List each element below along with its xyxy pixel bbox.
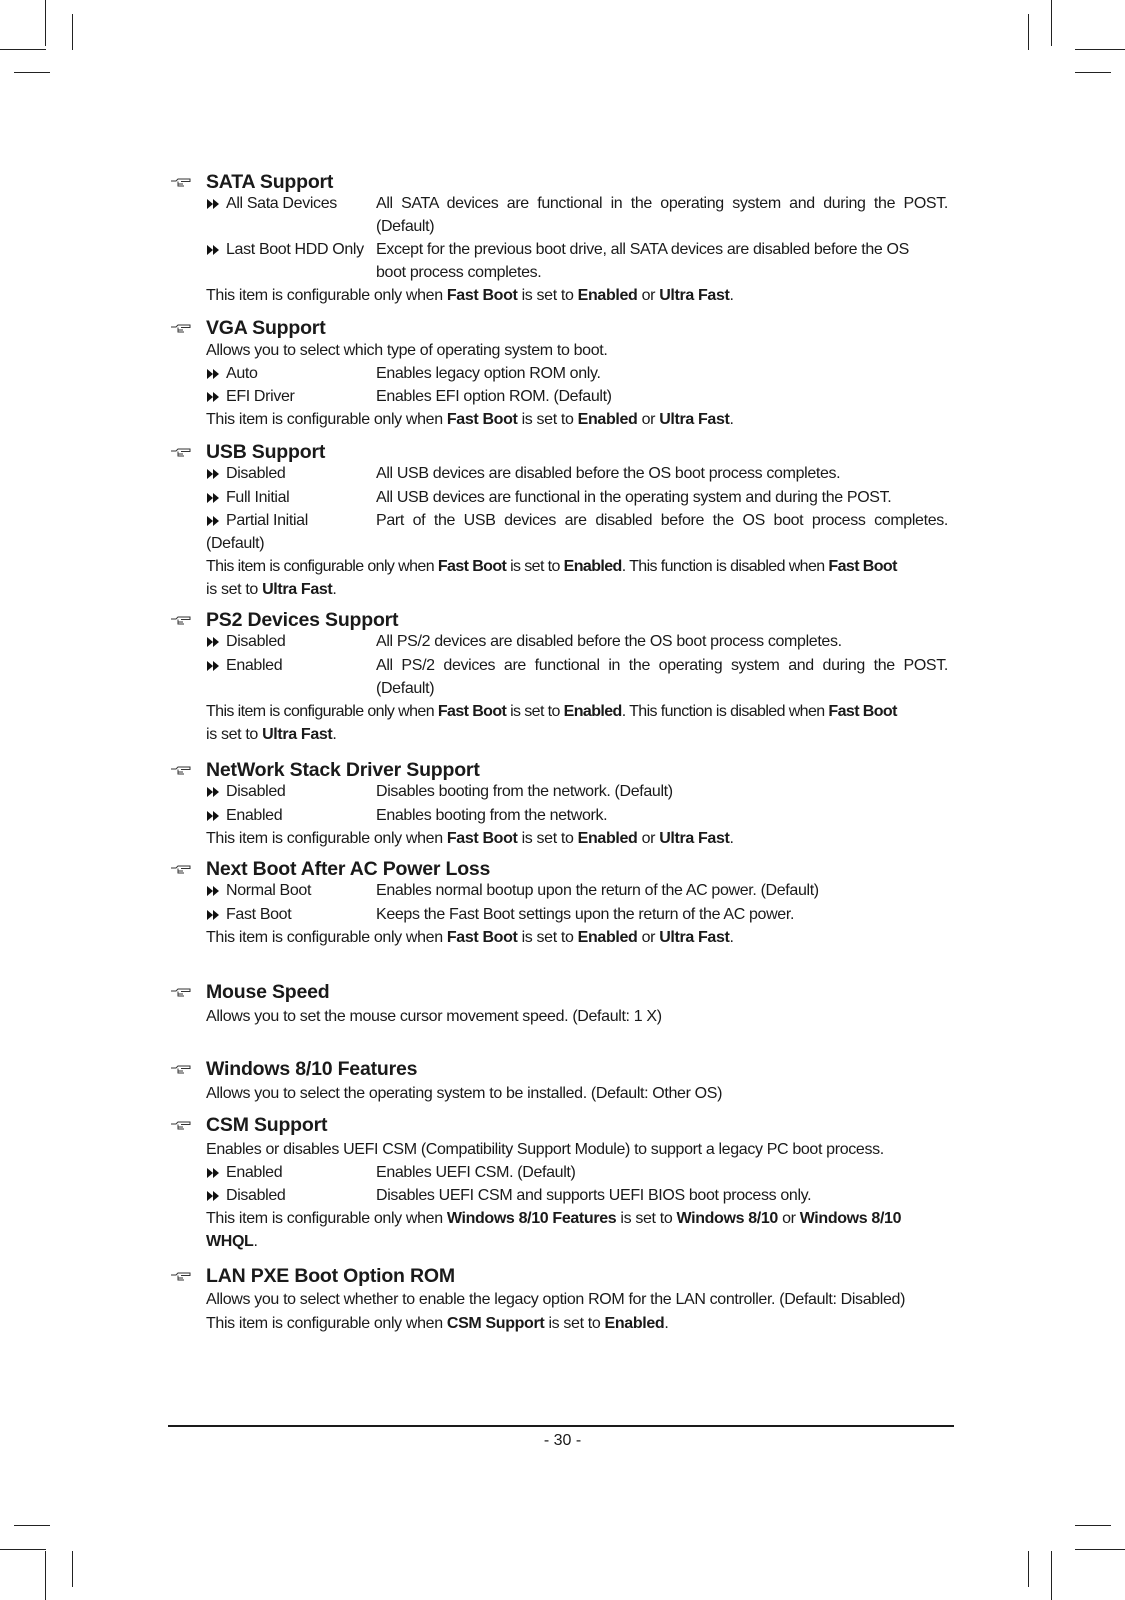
option-description: Enables EFI option ROM. (Default)	[376, 388, 612, 405]
note-text: This item is configurable only when	[206, 287, 447, 304]
option-description: Disables UEFI CSM and supports UEFI BIOS boot process only.	[376, 1187, 812, 1204]
pointing-hand-icon	[170, 177, 192, 189]
note-text: .	[664, 1315, 669, 1332]
note-text: This item is configurable only when	[206, 1315, 447, 1332]
note-bold: Enabled	[563, 558, 622, 575]
note-text: . This function is disabled when	[621, 703, 829, 720]
note-bold: Ultra Fast	[659, 411, 730, 428]
config-note-continued	[206, 1230, 258, 1253]
double-arrow-icon	[206, 879, 222, 902]
note-bold: Ultra Fast	[659, 287, 730, 304]
note-bold: Fast Boot	[437, 558, 507, 575]
config-note	[206, 408, 734, 431]
note-text: or	[637, 287, 660, 304]
note-text: or	[637, 929, 660, 946]
option-description: Part of the USB devices are disabled before the OS boot process completes.	[376, 512, 948, 529]
note-text: This item is configurable only when	[206, 703, 438, 720]
note-text: .	[332, 726, 337, 743]
option-name: Auto	[226, 365, 258, 382]
double-arrow-icon	[206, 1184, 222, 1207]
note-text: is set to	[206, 726, 263, 743]
note-bold: Fast Boot	[446, 929, 518, 946]
note-bold: Fast Boot	[446, 287, 518, 304]
note-bold: Ultra Fast	[659, 929, 730, 946]
note-text: is set to	[506, 558, 564, 575]
note-text: or	[637, 411, 660, 428]
option-name: Normal Boot	[226, 882, 312, 899]
note-text: is set to	[544, 1315, 605, 1332]
config-note	[206, 284, 734, 307]
option-description: Except for the previous boot drive, all SATA devices are disabled before the OS	[376, 241, 909, 258]
section-title: NetWork Stack Driver Support	[206, 759, 480, 781]
config-note	[206, 1312, 668, 1335]
option-name: Full Initial	[226, 489, 290, 506]
note-text: is set to	[517, 929, 578, 946]
note-bold: Fast Boot	[446, 830, 518, 847]
note-bold: CSM Support	[446, 1315, 545, 1332]
option-name: EFI Driver	[226, 388, 295, 405]
double-arrow-icon	[206, 486, 222, 509]
note-text: .	[729, 830, 734, 847]
note-text: .	[253, 1233, 258, 1250]
double-arrow-icon	[206, 1161, 222, 1184]
option-description-continued: (Default)	[206, 535, 265, 552]
option-name: Fast Boot	[226, 906, 292, 923]
double-arrow-icon	[206, 804, 222, 827]
note-bold: Fast Boot	[828, 558, 897, 575]
option-description: Enables legacy option ROM only.	[376, 365, 601, 382]
double-arrow-icon	[206, 192, 222, 215]
pointing-hand-icon	[170, 765, 192, 777]
double-arrow-icon	[206, 462, 222, 485]
double-arrow-icon	[206, 630, 222, 653]
note-bold: Windows 8/10	[676, 1210, 778, 1227]
note-bold: Ultra Fast	[659, 830, 730, 847]
note-text: is set to	[517, 830, 578, 847]
note-text: is set to	[517, 287, 578, 304]
section-title: CSM Support	[206, 1114, 328, 1136]
note-text: This item is configurable only when	[206, 411, 447, 428]
option-description: All SATA devices are functional in the operating system and during the POST.	[376, 195, 948, 212]
note-text: or	[777, 1210, 800, 1227]
section-intro: Enables or disables UEFI CSM (Compatibility Support Module) to support a legacy PC boot process.	[206, 1141, 884, 1158]
note-bold: Enabled	[577, 830, 638, 847]
section-title: Windows 8/10 Features	[206, 1058, 418, 1080]
option-description-continued: (Default)	[376, 680, 435, 697]
config-note	[206, 700, 897, 723]
note-text: This item is configurable only when	[206, 929, 447, 946]
option-description: All PS/2 devices are disabled before the OS boot process completes.	[376, 633, 842, 650]
option-name: Enabled	[226, 807, 283, 824]
option-name: Enabled	[226, 657, 283, 674]
option-description-continued: boot process completes.	[376, 264, 542, 281]
note-bold: Enabled	[577, 929, 638, 946]
section-description: Allows you to select whether to enable the legacy option ROM for the LAN controller. (Default: Disabled)	[206, 1291, 906, 1308]
section-description: Allows you to set the mouse cursor movement speed. (Default: 1 X)	[206, 1008, 662, 1025]
note-text: is set to	[206, 581, 263, 598]
note-text: .	[332, 581, 337, 598]
config-note	[206, 1207, 901, 1230]
config-note-continued	[206, 578, 337, 601]
section-description: Allows you to select the operating system to be installed. (Default: Other OS)	[206, 1085, 723, 1102]
note-text: This item is configurable only when	[206, 1210, 447, 1227]
note-text: . This function is disabled when	[621, 558, 829, 575]
option-name: Disabled	[226, 783, 286, 800]
footer-rule	[168, 1425, 954, 1427]
double-arrow-icon	[206, 509, 222, 532]
option-name: Last Boot HDD Only	[226, 241, 364, 258]
option-name: Disabled	[226, 1187, 286, 1204]
note-text: .	[729, 929, 734, 946]
section-title: USB Support	[206, 441, 326, 463]
section-intro: Allows you to select which type of operating system to boot.	[206, 342, 608, 359]
double-arrow-icon	[206, 362, 222, 385]
pointing-hand-icon	[170, 864, 192, 876]
note-bold: Windows 8/10	[799, 1210, 902, 1227]
note-text: or	[637, 830, 660, 847]
option-name: Enabled	[226, 1164, 283, 1181]
pointing-hand-icon	[170, 1064, 192, 1076]
option-description: Enables normal bootup upon the return of the AC power. (Default)	[376, 882, 819, 899]
section-title: PS2 Devices Support	[206, 609, 399, 631]
config-note-continued	[206, 723, 337, 746]
note-bold: WHQL	[206, 1233, 254, 1250]
config-note	[206, 555, 897, 578]
note-bold: Ultra Fast	[262, 581, 333, 598]
note-bold: Windows 8/10 Features	[446, 1210, 617, 1227]
double-arrow-icon	[206, 654, 222, 677]
option-name: Partial Initial	[226, 512, 308, 529]
option-name: All Sata Devices	[226, 195, 337, 212]
section-title: SATA Support	[206, 171, 334, 193]
pointing-hand-icon	[170, 1271, 192, 1283]
pointing-hand-icon	[170, 987, 192, 999]
double-arrow-icon	[206, 903, 222, 926]
pointing-hand-icon	[170, 447, 192, 459]
pointing-hand-icon	[170, 615, 192, 627]
note-bold: Enabled	[604, 1315, 665, 1332]
note-bold: Ultra Fast	[262, 726, 333, 743]
note-bold: Fast Boot	[828, 703, 897, 720]
note-bold: Fast Boot	[446, 411, 518, 428]
note-text: is set to	[506, 703, 564, 720]
note-bold: Fast Boot	[437, 703, 507, 720]
option-description: Enables booting from the network.	[376, 807, 608, 824]
option-description: All USB devices are disabled before the OS boot process completes.	[376, 465, 841, 482]
note-text: is set to	[616, 1210, 677, 1227]
option-name: Disabled	[226, 465, 286, 482]
section-title: LAN PXE Boot Option ROM	[206, 1265, 455, 1287]
config-note	[206, 827, 734, 850]
double-arrow-icon	[206, 780, 222, 803]
section-title: Next Boot After AC Power Loss	[206, 858, 491, 880]
option-description-continued: (Default)	[376, 218, 435, 235]
option-description: Keeps the Fast Boot settings upon the return of the AC power.	[376, 906, 795, 923]
config-note	[206, 926, 734, 949]
section-title: VGA Support	[206, 317, 326, 339]
note-text: .	[729, 287, 734, 304]
note-bold: Enabled	[577, 287, 638, 304]
note-bold: Enabled	[563, 703, 622, 720]
note-text: .	[729, 411, 734, 428]
page-number: - 30 -	[543, 1432, 582, 1449]
pointing-hand-icon	[170, 323, 192, 335]
pointing-hand-icon	[170, 1120, 192, 1132]
note-text: is set to	[517, 411, 578, 428]
double-arrow-icon	[206, 238, 222, 261]
note-text: This item is configurable only when	[206, 558, 438, 575]
double-arrow-icon	[206, 385, 222, 408]
section-title: Mouse Speed	[206, 981, 330, 1003]
note-bold: Enabled	[577, 411, 638, 428]
option-description: All PS/2 devices are functional in the operating system and during the POST.	[376, 657, 948, 674]
note-text: This item is configurable only when	[206, 830, 447, 847]
option-name: Disabled	[226, 633, 286, 650]
option-description: All USB devices are functional in the operating system and during the POST.	[376, 489, 892, 506]
option-description: Disables booting from the network. (Default)	[376, 783, 673, 800]
option-description: Enables UEFI CSM. (Default)	[376, 1164, 576, 1181]
